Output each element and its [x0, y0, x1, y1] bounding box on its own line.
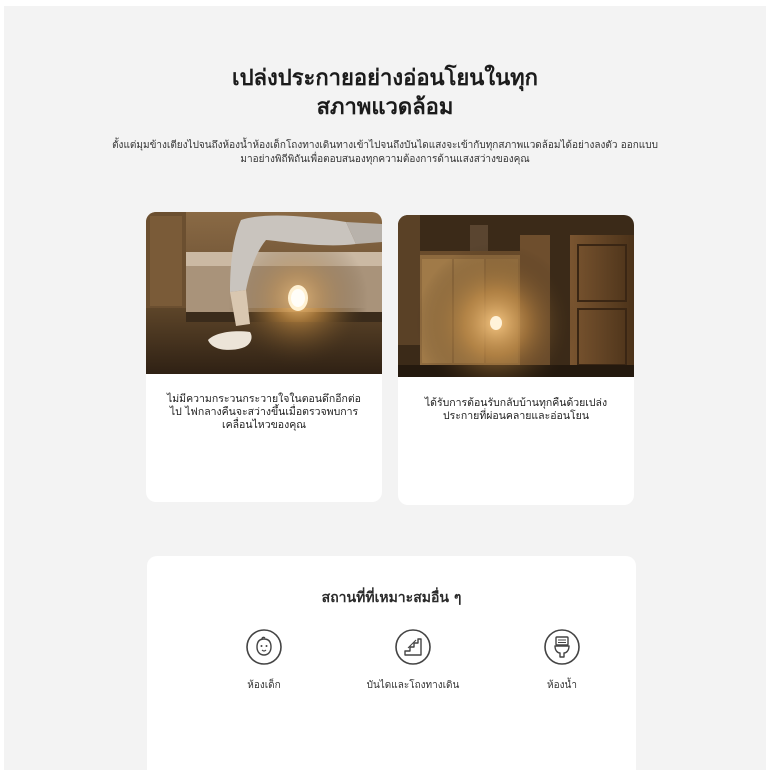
page-title-line-2: สภาพแวดล้อม: [316, 95, 454, 120]
place-item-bathroom: [502, 628, 622, 693]
page-subtitle-line-1: ตั้งแต่มุมข้างเตียงไปจนถึงห้องน้ำห้องเด็กโถงทางเดินทางเข้าไปจนถึงบันไดแสงจะเข้ากับทุกสภาพแวดล้อมได้อย่างลงตัว ออกแบบ: [112, 140, 658, 151]
feature-card-hallway-line-1: ได้รับการต้อนรับกลับบ้านทุกคืนด้วยเปล่ง: [424, 397, 608, 409]
toilet-icon: [543, 628, 581, 666]
stairs-icon: [394, 628, 432, 666]
feature-card-hallway: [398, 215, 634, 505]
feature-card-hallway-line-2: ประกายที่ผ่อนคลายและอ่อนโยน: [442, 410, 589, 422]
feature-card-bedroom-line-2: ไป ไฟกลางคืนจะสว่างขึ้นเมื่อตรวจพบการ: [169, 406, 359, 418]
place-item-kids-room: [204, 628, 324, 693]
feature-card-hallway-text: [412, 397, 620, 423]
other-places-section: [147, 556, 636, 770]
hallway-night-light-photo: [398, 215, 634, 377]
baby-face-icon: [245, 628, 283, 666]
page-title: [0, 64, 770, 122]
place-item-stairs: [353, 628, 473, 693]
other-places-title: สถานที่ที่เหมาะสมอื่น ๆ: [321, 590, 462, 606]
page-title-line-1: เปล่งประกายอย่างอ่อนโยนในทุก: [232, 66, 538, 91]
page-subtitle: [80, 139, 690, 167]
feature-card-bedroom-line-1: ไม่มีความกระวนกระวายใจในตอนดึกอีกต่อ: [166, 393, 361, 405]
bedroom-night-light-photo: [146, 212, 382, 374]
place-label-kids-room: ห้องเด็ก: [247, 680, 281, 691]
feature-card-bedroom: [146, 212, 382, 502]
place-label-bathroom: ห้องน้ำ: [547, 680, 577, 691]
page-subtitle-line-2: มาอย่างพิถีพิถันเพื่อตอบสนองทุกความต้องการด้านแสงสว่างของคุณ: [240, 154, 530, 165]
place-label-stairs: บันไดและโถงทางเดิน: [366, 680, 460, 691]
feature-card-bedroom-text: [160, 393, 368, 432]
feature-card-bedroom-line-3: เคลื่อนไหวของคุณ: [221, 419, 306, 431]
